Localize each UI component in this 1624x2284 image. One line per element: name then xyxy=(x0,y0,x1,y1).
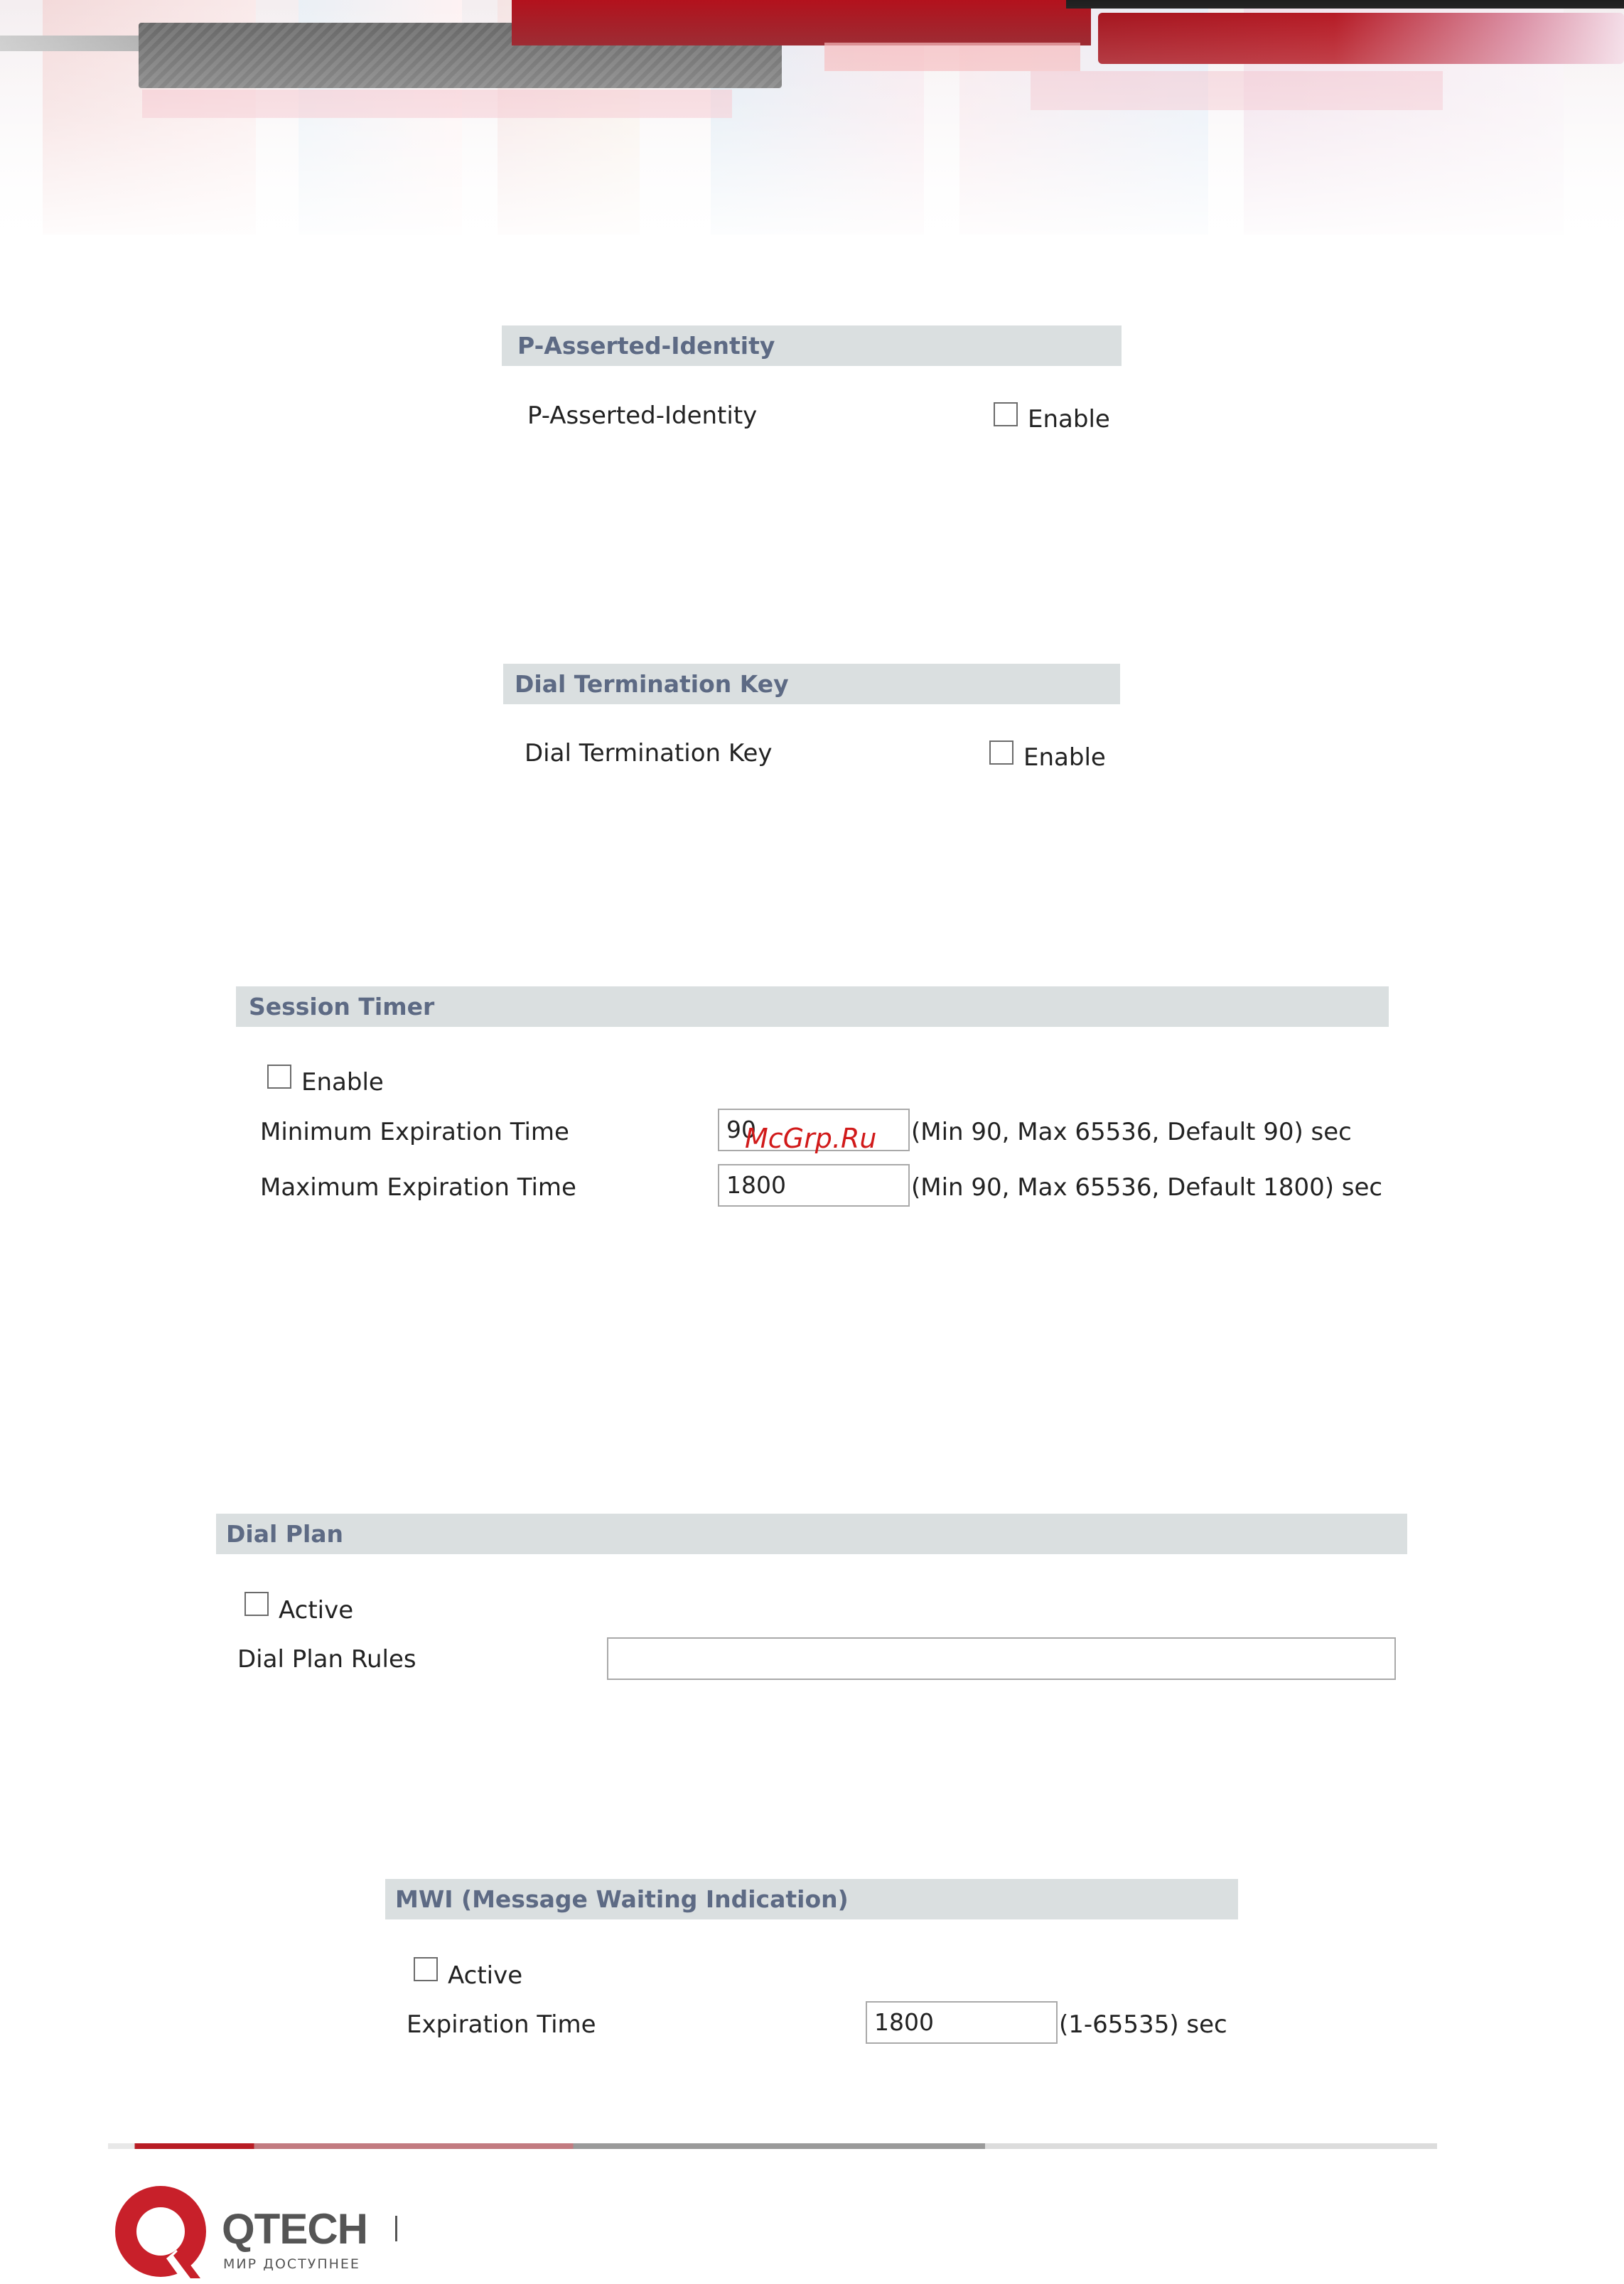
footer-divider xyxy=(108,2143,1437,2149)
section-header: Dial Plan xyxy=(216,1514,1407,1554)
dial-plan-section xyxy=(216,1514,1407,1691)
mwi-expiration-time-label: Expiration Time xyxy=(407,2010,596,2039)
dial-termination-key-label: Dial Termination Key xyxy=(525,739,773,767)
watermark-text: McGrp.Ru xyxy=(745,1123,877,1154)
section-header: Dial Termination Key xyxy=(503,664,1120,704)
section-header: P-Asserted-Identity xyxy=(502,325,1122,366)
maximum-expiration-time-input[interactable]: 1800 xyxy=(718,1164,910,1207)
dial-termination-key-enable-label: Enable xyxy=(1023,743,1106,772)
header-banner xyxy=(0,0,1624,256)
logo-divider xyxy=(395,2216,397,2241)
mwi-active-label: Active xyxy=(448,1961,523,1990)
dial-termination-key-enable-checkbox[interactable] xyxy=(989,740,1013,765)
session-timer-enable-label: Enable xyxy=(301,1068,384,1097)
mwi-expiration-time-input[interactable]: 1800 xyxy=(866,2001,1058,2044)
maximum-expiration-time-label: Maximum Expiration Time xyxy=(260,1173,576,1202)
minimum-expiration-time-hint: (Min 90, Max 65536, Default 90) sec xyxy=(911,1118,1352,1146)
mwi-active-checkbox[interactable] xyxy=(414,1957,438,1981)
p-asserted-identity-label: P-Asserted-Identity xyxy=(527,402,758,430)
dial-termination-key-section xyxy=(503,664,1120,777)
section-header: MWI (Message Waiting Indication) xyxy=(385,1879,1238,1919)
mwi-expiration-time-hint: (1-65535) sec xyxy=(1059,2010,1227,2039)
qtech-logo-icon xyxy=(111,2185,210,2284)
minimum-expiration-time-input[interactable]: 90 xyxy=(718,1109,910,1151)
mwi-section xyxy=(385,1879,1238,2057)
dial-plan-rules-input[interactable] xyxy=(607,1637,1396,1680)
brand-name: QTECH xyxy=(222,2205,367,2253)
p-asserted-identity-enable-label: Enable xyxy=(1028,405,1110,433)
p-asserted-identity-enable-checkbox[interactable] xyxy=(994,402,1018,426)
section-header: Session Timer xyxy=(236,986,1389,1027)
session-timer-enable-checkbox[interactable] xyxy=(267,1065,291,1089)
brand-tagline: МИР ДОСТУПНЕЕ xyxy=(223,2256,360,2272)
dial-plan-active-checkbox[interactable] xyxy=(244,1592,269,1616)
dial-plan-active-label: Active xyxy=(279,1596,354,1625)
dial-plan-rules-label: Dial Plan Rules xyxy=(237,1645,416,1674)
session-timer-section xyxy=(236,986,1389,1214)
maximum-expiration-time-hint: (Min 90, Max 65536, Default 1800) sec xyxy=(911,1173,1383,1202)
minimum-expiration-time-label: Minimum Expiration Time xyxy=(260,1118,569,1146)
p-asserted-identity-section xyxy=(502,325,1122,439)
